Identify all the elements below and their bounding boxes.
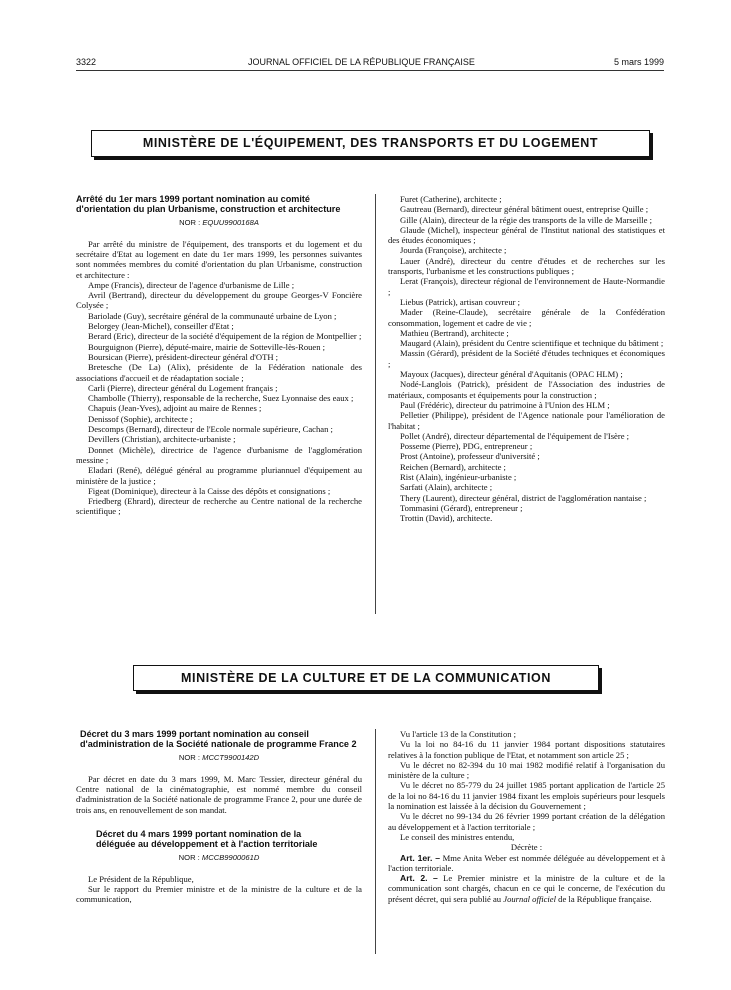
- issue-date: 5 mars 1999: [613, 57, 664, 67]
- member-entry: Massin (Gérard), président de la Société d'études techniques et économiques ;: [388, 348, 665, 369]
- member-entry: Bariolade (Guy), secrétaire général de la communauté urbaine de Lyon ;: [88, 310, 337, 321]
- members-list-left: [76, 280, 362, 517]
- consideration-paragraph: Vu l'article 13 de la Constitution ;: [400, 729, 517, 739]
- member-entry: Donnet (Michèle), directrice de l'agence d'urbanisme de l'agglomération messine ;: [76, 444, 362, 465]
- member-entry: Bourguignon (Pierre), député-maire, mairie de Sotteville-lès-Rouen ;: [88, 341, 326, 352]
- section1-left-column: [76, 194, 362, 517]
- nor-label: NOR :: [179, 218, 201, 228]
- member-entry: Mader (Reine-Claude), secrétaire générale de la Confédération consommation, logement et cadre de vie ;: [388, 307, 665, 328]
- member-entry: Lauer (André), directeur du centre d'études et de recherches sur les transports, l'urbanisme et les constructions publiques ;: [388, 255, 665, 277]
- member-entry: Liebus (Patrick), artisan couvreur ;: [400, 296, 521, 307]
- member-entry: Avril (Bertrand), directeur du développement du groupe Georges-V Foncière Colysée ;: [76, 290, 362, 311]
- member-entry: Friedberg (Ehrard), directeur de recherche au Centre national de la recherche scientifique ;: [76, 496, 362, 517]
- member-entry: Rist (Alain), ingénieur-urbaniste ;: [400, 472, 517, 483]
- journal-title: JOURNAL OFFICIEL DE LA RÉPUBLIQUE FRANÇAISE: [248, 57, 475, 67]
- member-entry: Mathieu (Bertrand), architecte ;: [400, 327, 509, 338]
- member-entry: Glaude (Michel), inspecteur général de l'Institut national des statistiques et des études économiques ;: [388, 224, 665, 246]
- nor-label: NOR :: [178, 853, 200, 863]
- member-entry: Paul (Frédéric), directeur du patrimoine à l'Union des HLM ;: [400, 399, 610, 410]
- consideration-paragraph: Le conseil des ministres entendu,: [400, 831, 515, 842]
- member-entry: Chapuis (Jean-Yves), adjoint au maire de Rennes ;: [88, 403, 262, 414]
- member-entry: Figeat (Dominique), directeur à la Caisse des dépôts et consignations ;: [88, 485, 331, 496]
- ministry-heading-equipement: MINISTÈRE DE L'ÉQUIPEMENT, DES TRANSPORTS ET DU LOGEMENT: [91, 130, 650, 157]
- member-entry: Belorgey (Jean-Michel), conseiller d'Etat ;: [88, 321, 234, 332]
- decrete-line: Décrète :: [510, 842, 543, 853]
- member-entry: Trottin (David), architecte.: [400, 513, 493, 524]
- decree1-title: Décret du 3 mars 1999 portant nomination au conseil d'administration de la Société nationale de programme France 2: [80, 729, 357, 750]
- article-2-label: Art. 2. –: [400, 873, 438, 884]
- nor-code: EQUU9900168A: [202, 218, 259, 228]
- decree-intro: Par arrêté du ministre de l'équipement, des transports et du logement et du secrétaire d'Etat au logement en date du 1er mars 1999, les personnes suivantes sont nommées membres du comité d'orientation du plan Urbanisme, construction et architecture :: [76, 238, 362, 280]
- member-entry: Pelletier (Philippe), président de l'Agence nationale pour l'amélioration de l'habitat ;: [388, 410, 665, 431]
- member-entry: Posseme (Pierre), PDG, entrepreneur ;: [400, 441, 533, 452]
- member-entry: Chambolle (Thierry), responsable de la recherche, Suez Lyonnaise des eaux ;: [88, 393, 354, 404]
- article-1-label: Art. 1er. –: [400, 852, 441, 863]
- consideration-paragraph: Vu le décret no 85-779 du 24 juillet 1985 portant application de l'article 25 de la loi no 84-16 du 11 janvier 1984 fixant les emplois supérieurs pour lesquels la nomination est laissée à la décision du Gouvernement ;: [388, 780, 665, 812]
- member-entry: Maugard (Alain), président du Centre scientifique et technique du bâtiment ;: [400, 338, 664, 349]
- member-entry: Boursican (Pierre), président-directeur général d'OTH ;: [88, 351, 279, 362]
- nor-label: NOR :: [178, 753, 200, 763]
- article-2-journal: Journal officiel: [503, 893, 557, 904]
- decree2-president: Le Président de la République,: [88, 873, 194, 884]
- member-entry: Descomps (Bernard), directeur de l'Ecole normale supérieure, Cachan ;: [88, 424, 333, 435]
- considerations-list: [388, 729, 665, 842]
- member-entry: Tommasini (Gérard), entrepreneur ;: [400, 502, 523, 513]
- header-rule: [76, 70, 664, 71]
- member-entry: Gautreau (Bernard), directeur général bâtiment ouest, entreprise Quille ;: [400, 204, 649, 215]
- member-entry: Mayoux (Jacques), directeur général d'Aquitanis (OPAC HLM) ;: [400, 369, 623, 380]
- decree2-report: Sur le rapport du Premier ministre et de la ministre de la culture et de la communication,: [76, 883, 362, 905]
- member-entry: Gille (Alain), directeur de la régie des transports de la ville de Marseille ;: [400, 214, 652, 225]
- member-entry: Jourda (Françoise), architecte ;: [400, 245, 507, 256]
- decree1-nor-reference: [76, 753, 362, 763]
- member-entry: Bretesche (De La) (Alix), présidente de la Fédération nationale des associations d'accueil et de réadaptation sociale ;: [76, 362, 362, 383]
- consideration-paragraph: Vu la loi no 84-16 du 11 janvier 1984 portant dispositions statutaires relatives à la fonction publique de l'Etat, et notamment son article 25 ;: [388, 739, 665, 760]
- member-entry: Devillers (Christian), architecte-urbaniste ;: [88, 434, 236, 445]
- article-2-text-b: de la République française.: [558, 893, 652, 904]
- decree2-title: Décret du 4 mars 1999 portant nomination de la déléguée au développement et à l'action territoriale: [96, 828, 318, 850]
- article-2: [388, 873, 665, 904]
- member-entry: Lerat (François), directeur régional de l'environnement de Haute-Normandie ;: [388, 276, 665, 297]
- member-entry: Thery (Laurent), directeur général, district de l'agglomération nantaise ;: [400, 492, 647, 503]
- article-1: [388, 853, 665, 874]
- member-entry: Denissof (Sophie), architecte ;: [88, 413, 193, 424]
- page-header: [76, 57, 664, 71]
- ministry-heading-culture: MINISTÈRE DE LA CULTURE ET DE LA COMMUNICATION: [133, 665, 599, 691]
- nor-code: MCCT9900142D: [202, 753, 260, 763]
- member-entry: Pollet (André), directeur départemental de l'équipement de l'Isère ;: [400, 430, 630, 441]
- consideration-paragraph: Vu le décret no 82-394 du 10 mai 1982 modifié relatif à l'organisation du ministère de la culture ;: [388, 759, 665, 781]
- page-number: 3322: [76, 57, 97, 67]
- section2-left-column: [76, 729, 362, 904]
- article-2-text-a: Le Premier ministre et la ministre de la culture et de la communication sont chargés, chacun en ce qui le concerne, de l'exécution du présent décret, qui sera publié au: [388, 873, 665, 904]
- member-entry: Reichen (Bernard), architecte ;: [400, 461, 506, 472]
- nor-code: MCCB9900061D: [201, 853, 260, 863]
- member-entry: Sarfati (Alain), architecte ;: [400, 482, 493, 493]
- decree1-text: Par décret en date du 3 mars 1999, M. Marc Tessier, directeur général du Centre national de la cinématographie, est nommé membre du conseil d'administration de la Société nationale de programme France 2, pour une durée de trois ans, en renouvellement de son mandat.: [76, 773, 362, 815]
- consideration-paragraph: Vu le décret no 99-134 du 26 février 1999 portant création de la délégation au développement et à l'action territoriale ;: [388, 811, 665, 832]
- member-entry: Berard (Eric), directeur de la société d'équipement de la région de Montpellier ;: [88, 331, 362, 342]
- article-1-text: Mme Anita Weber est nommée déléguée au développement et à l'action territoriale.: [388, 852, 666, 873]
- decree-title: Arrêté du 1er mars 1999 portant nomination au comité d'orientation du plan Urbanisme, construction et architecture: [76, 194, 341, 215]
- member-entry: Furet (Catherine), architecte ;: [400, 194, 502, 204]
- member-entry: Eladari (René), délégué général au programme pluriannuel d'équipement au ministère de la justice ;: [76, 465, 362, 486]
- members-list-right: [388, 194, 665, 524]
- member-entry: Ampe (Francis), directeur de l'agence d'urbanisme de Lille ;: [88, 279, 295, 290]
- decree2-nor-reference: [76, 853, 362, 863]
- column-divider: [375, 194, 376, 614]
- member-entry: Prost (Antoine), professeur d'université ;: [400, 451, 540, 462]
- member-entry: Nodé-Langlois (Patrick), président de l'Association des industries de matériaux, composants et équipements pour la construction ;: [388, 379, 665, 400]
- column-divider: [375, 729, 376, 954]
- nor-reference: [76, 218, 362, 228]
- section2-right-column: [388, 729, 665, 904]
- section1-right-column: [388, 194, 665, 524]
- member-entry: Carli (Pierre), directeur général du Logement français ;: [88, 382, 278, 393]
